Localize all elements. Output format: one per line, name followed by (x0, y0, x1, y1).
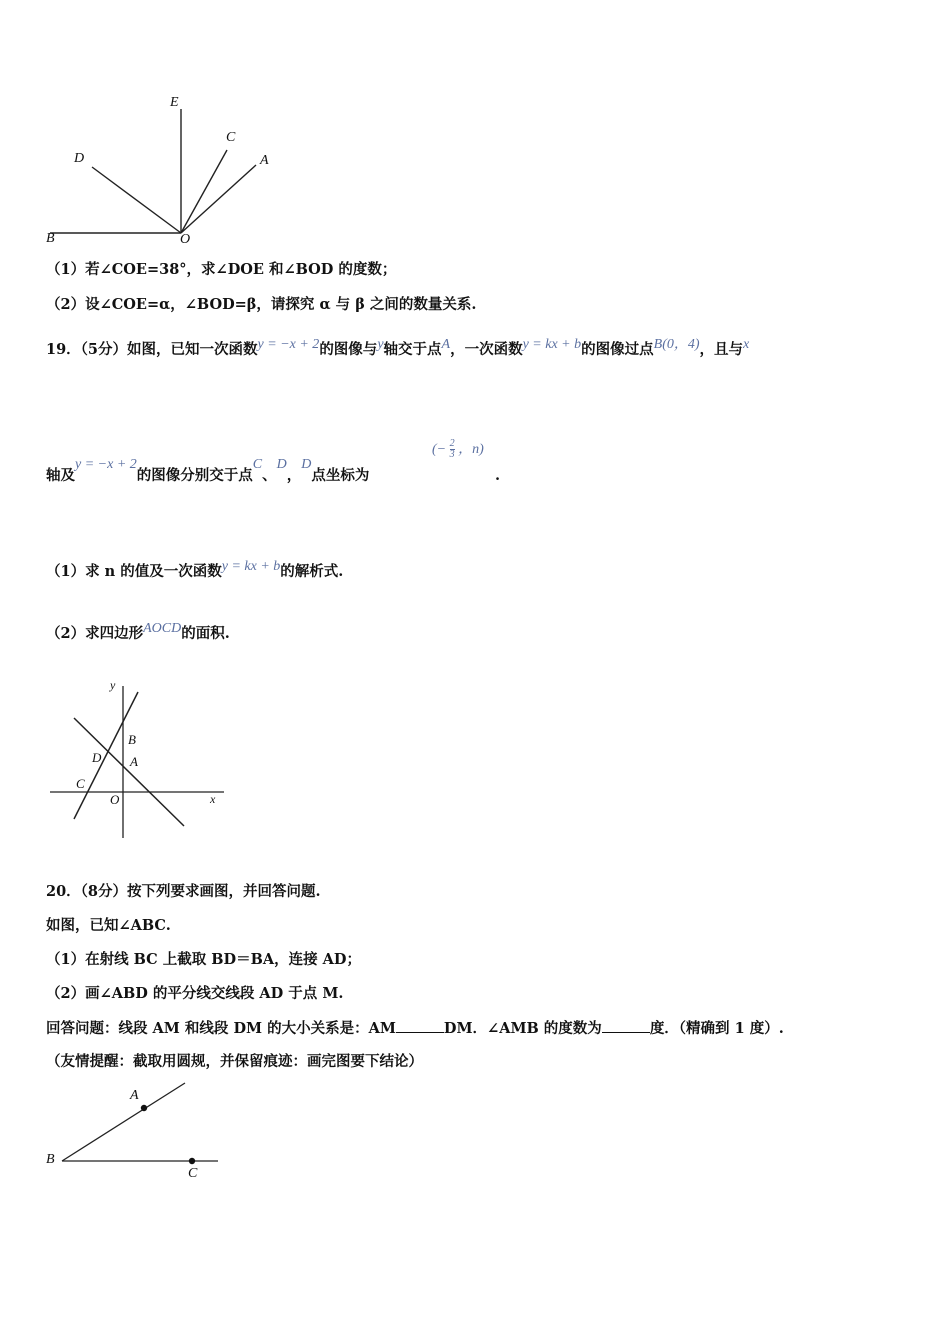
q19-text: 的图像与 (319, 341, 378, 358)
q19-text: 点坐标为 (311, 467, 370, 484)
point-C (189, 1158, 195, 1164)
answer-blank-relation[interactable] (396, 1018, 444, 1033)
q20-part2: （2）画∠ABD 的平分线交线段 AD 于点 M. (46, 985, 344, 1002)
fraction-denominator: 3 (449, 449, 455, 461)
label-O: O (110, 792, 120, 807)
math-var: y (377, 337, 384, 352)
angle-figure-20 (40, 1080, 240, 1190)
math-point: D (301, 457, 312, 472)
coord-close: ，n) (458, 442, 484, 457)
q20-text: 回答问题：线段 AM 和线段 DM 的大小关系是：AM (46, 1020, 396, 1037)
q19-text: 的图像分别交于点 (136, 467, 253, 484)
math-point: D (276, 457, 287, 472)
fraction (450, 439, 455, 460)
label-B: B (128, 732, 136, 747)
q19-text: 、 (262, 467, 277, 484)
q19-line2-end: . (495, 467, 501, 484)
coordinate-figure-19 (44, 676, 234, 846)
label-A: A (130, 1088, 139, 1103)
math-quad: AOCD (143, 621, 182, 636)
math-expr: y = −x + 2 (257, 337, 320, 352)
label-D: D (92, 750, 102, 765)
q19-text: 19．（5分）如图，已知一次函数 (46, 341, 258, 358)
coordinate-figure-19-svg (44, 676, 234, 846)
label-y: y (110, 678, 116, 692)
math-point: C (252, 457, 263, 472)
q19-part2 (46, 621, 230, 645)
q20-answer (46, 1018, 784, 1039)
math-point: A (441, 337, 451, 352)
q20-given: 如图，已知∠ABC. (46, 917, 171, 934)
label-O: O (180, 232, 191, 247)
label-C: C (226, 130, 236, 145)
math-expr: y = kx + b (221, 559, 281, 574)
q19-text: 的解析式. (280, 563, 344, 580)
label-x: x (210, 792, 216, 806)
q19-text: ，一次函数 (450, 341, 523, 358)
q19-text: （2）求四边形 (46, 625, 144, 642)
q19-text: ， (286, 467, 302, 484)
q20-part1: （1）在射线 BC 上截取 BD＝BA，连接 AD； (46, 951, 362, 968)
label-C: C (188, 1166, 198, 1181)
q19-text: （1）求 n 的值及一次函数 (46, 563, 222, 580)
d-coordinate (432, 438, 484, 460)
label-D: D (74, 151, 85, 166)
math-expr: y = −x + 2 (75, 457, 137, 472)
point-A (141, 1105, 147, 1111)
label-C: C (76, 776, 85, 791)
q19-text: 的面积. (181, 625, 230, 642)
q20-text: DM．∠AMB 的度数为 (443, 1020, 602, 1037)
angle-figure-18-svg (40, 95, 280, 255)
q20-text: 度．（精确到 1 度）. (649, 1020, 784, 1037)
math-var: x (743, 337, 750, 352)
coord-open: (− (432, 442, 447, 457)
label-B: B (46, 1152, 55, 1167)
label-A: A (260, 153, 269, 168)
q19-part1 (46, 559, 344, 583)
q19-line1 (46, 337, 750, 361)
fraction-numerator: 2 (449, 438, 455, 450)
q20-hint: （友情提醒：截取用圆规，并保留痕迹：画完图要下结论） (46, 1053, 423, 1070)
ray-OA (181, 165, 256, 233)
q19-line2 (46, 457, 370, 487)
q18-part2: （2）设∠COE=α，∠BOD=β，请探究 α 与 β 之间的数量关系. (46, 296, 477, 313)
math-point: B(0，4) (653, 337, 700, 352)
angle-figure-20-svg (40, 1080, 240, 1190)
q19-text: 轴交于点 (383, 341, 442, 358)
ray-BA (62, 1083, 185, 1161)
label-E: E (170, 95, 179, 110)
q18-part1: （1）若∠COE=38°，求∠DOE 和∠BOD 的度数； (46, 261, 397, 278)
math-expr: y = kx + b (522, 337, 582, 352)
ray-OD (92, 167, 181, 233)
angle-figure-18 (40, 95, 280, 255)
answer-blank-angle[interactable] (602, 1018, 650, 1033)
label-B: B (46, 231, 55, 246)
ray-OC (181, 150, 227, 233)
line-y-kx-plus-b (74, 692, 138, 819)
q19-text: 的图像过点 (581, 341, 654, 358)
label-A: A (130, 754, 138, 769)
q19-text: 轴及 (46, 467, 75, 484)
q20-title: 20．（8分）按下列要求画图，并回答问题. (46, 883, 321, 900)
q19-text: ，且与 (699, 341, 744, 358)
